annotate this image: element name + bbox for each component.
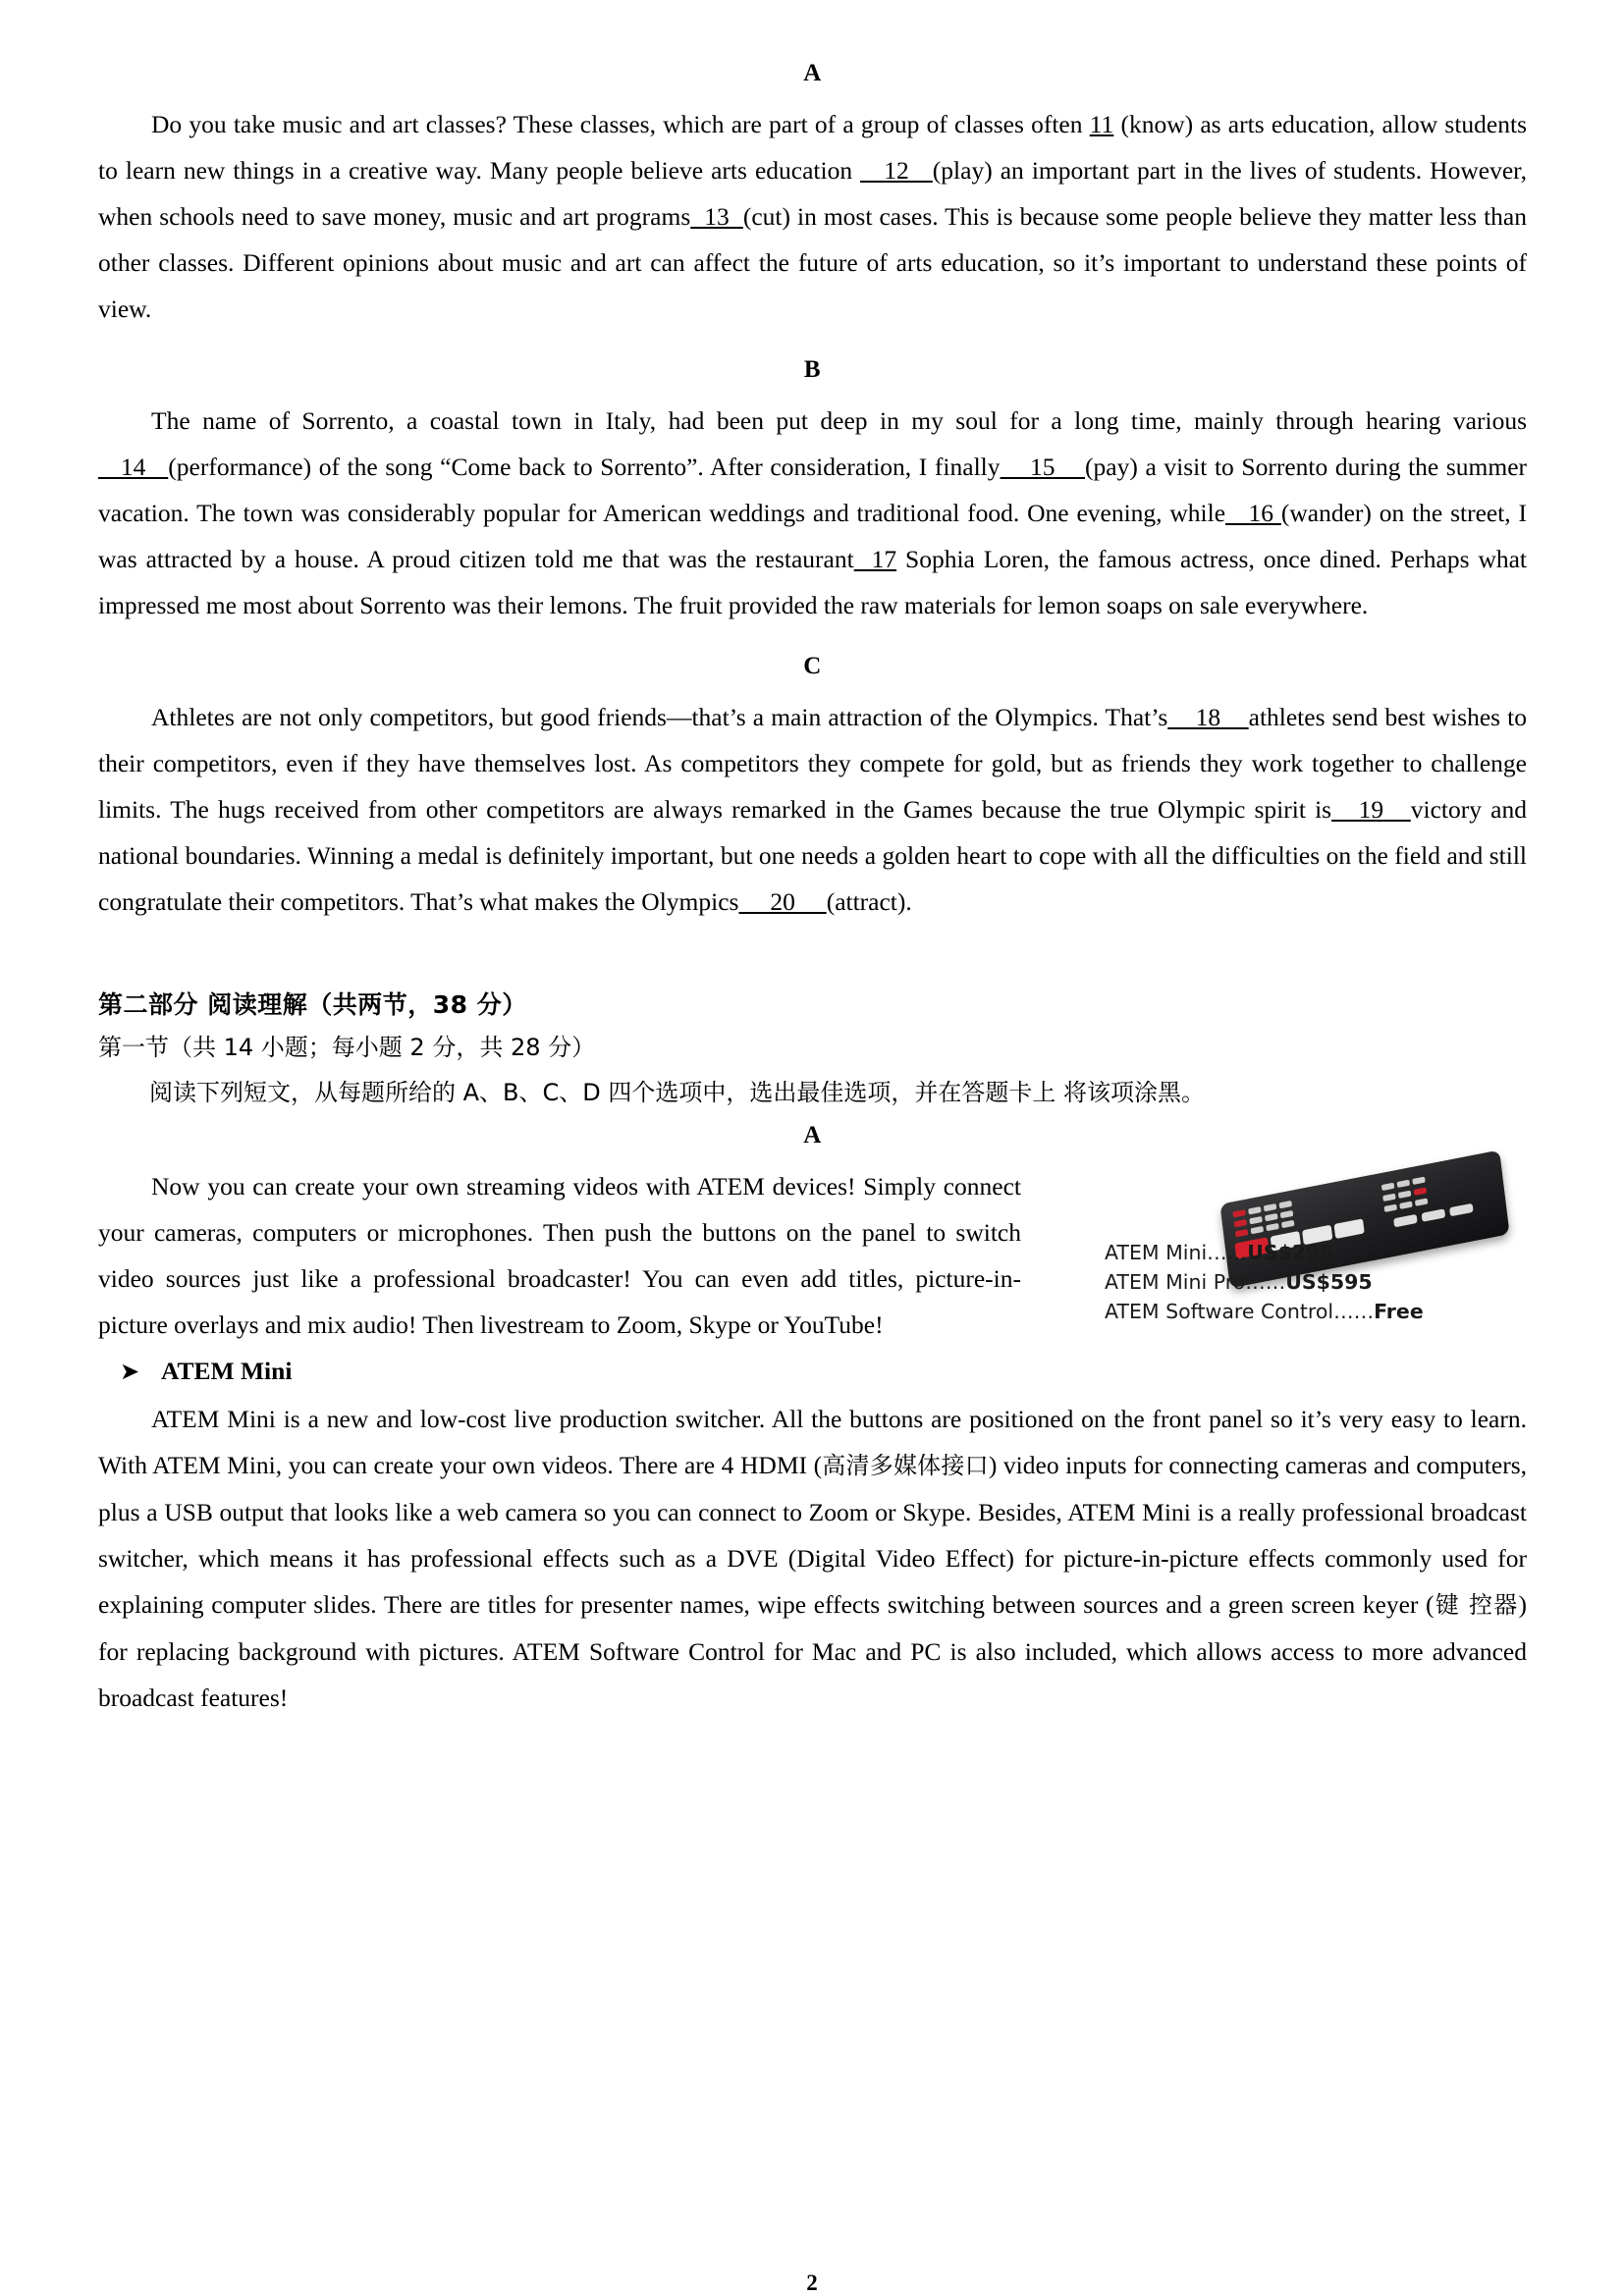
text-run: (know) as arts education, allow students to learn new things in a creative way. Many people believe arts education (98, 110, 1527, 185)
atem-mini-description (98, 1396, 1527, 1721)
cloze-blank: 12 (860, 156, 933, 185)
cloze-paragraph-b (98, 398, 1527, 628)
atem-product-figure (1105, 1171, 1527, 1326)
part-two-heading: 第二部分 阅读理解（共两节，38 分） (98, 990, 527, 1019)
chinese-gloss: 高清多媒体接口 (822, 1452, 989, 1479)
section-spacer (98, 925, 1527, 986)
text-run: The name of Sorrento, a coastal town in Italy, had been put deep in my soul for a long time, mainly through hearing various (151, 406, 1527, 435)
price-value: Free (1374, 1300, 1424, 1323)
text-run: Do you take music and art classes? These classes, which are part of a group of classes often (151, 110, 1090, 138)
cloze-blank: 19 (1331, 795, 1411, 824)
price-label: ATEM Mini…… (1105, 1241, 1248, 1264)
page-content (98, 61, 1527, 1721)
text-run: (wander) on the street, I was attracted by a house. A proud citizen told me that was the restaurant (98, 499, 1527, 573)
price-value: US$295 (1247, 1241, 1334, 1264)
cloze-blank: 17 (853, 545, 897, 573)
price-row (1105, 1267, 1527, 1297)
cloze-blank: 11 (1089, 110, 1114, 138)
text-run: (attract). (826, 887, 912, 916)
cloze-blank: 18 (1167, 703, 1249, 731)
price-label: ATEM Mini Pro…… (1105, 1270, 1286, 1294)
cloze-blank: 16 (1225, 499, 1281, 527)
text-run: Athletes are not only competitors, but good friends—that’s a main attraction of the Olympics. That’s (151, 703, 1168, 731)
cloze-blank: 13 (690, 202, 743, 231)
atem-mini-bullet-heading (98, 1348, 1527, 1396)
page-number: 2 (806, 2270, 818, 2295)
reading-passage-letter-a: A (803, 1122, 822, 1148)
text-run: victory and national boundaries. Winning a medal is definitely important, but one needs a golden heart to cope with all the difficulties on the field and still congratulate their competitors. That’s what makes the Olympics (98, 795, 1527, 916)
atem-price-list (1105, 1238, 1527, 1326)
cloze-paragraph-c (98, 694, 1527, 925)
text-run: Sophia Loren, the famous actress, once dined. Perhaps what impressed me most about Sorrento was their lemons. The fruit provided the raw materials for lemon soaps on sale everywhere. (98, 545, 1528, 619)
cloze-paragraph-a (98, 101, 1527, 332)
cloze-blank: 15 (1000, 453, 1086, 481)
section-one-instruction: 阅读下列短文，从每题所给的 A、B、C、D 四个选项中，选出最佳选项，并在答题卡上 将该项涂黑。 (149, 1079, 1206, 1106)
reading-passage-a (98, 1163, 1527, 1348)
text-run: (performance) of the song “Come back to Sorrento”. After consideration, I finally (168, 453, 1001, 481)
section-one-heading: 第一节（共 14 小题；每小题 2 分，共 28 分） (98, 1034, 596, 1061)
text-run: (pay) a visit to Sorrento during the summer vacation. The town was considerably popular for American weddings and traditional food. One evening, while (98, 453, 1528, 527)
text-run: (play) an important part in the lives of students. However, when schools need to save money, music and art programs (98, 156, 1527, 231)
text-run: (cut) in most cases. This is because some people believe they matter less than other classes. Different opinions about music and art can affect the future of arts education, so it’s important to understand these points of view. (98, 202, 1527, 323)
price-value: US$595 (1285, 1270, 1373, 1294)
cloze-section-letter-a: A (803, 60, 822, 86)
text-run: athletes send best wishes to their competitors, even if they have themselves lost. As competitors they compete for gold, but as friends they work together to challenge limits. The hugs received from other competitors are always remarked in the Games because the true Olympic spirit is (98, 703, 1528, 824)
cloze-section-letter-b: B (803, 356, 822, 383)
atem-intro-paragraph: Now you can create your own streaming videos with ATEM devices! Simply connect your cameras, computers or microphones. Then push the buttons on the panel to switch video sources just like a professional broadcaster! You can even add titles, picture-in-picture overlays and mix audio! Then livestream to Zoom, Skype or YouTube! (98, 1172, 1021, 1339)
chinese-gloss: 键 控器 (1434, 1591, 1519, 1619)
cloze-section-letter-c: C (803, 653, 822, 679)
text-run: ) video inputs for connecting cameras and computers, plus a USB output that looks like a web camera so you can connect to Zoom or Skype. Besides, ATEM Mini is a really professional broadcast switcher, which means it has professional effects such as a DVE (Digital Video Effect) for picture-in-picture effects commonly used for explaining computer slides. There are titles for presenter names, wipe effects switching between sources and a green screen keyer ( (98, 1451, 1528, 1619)
price-label: ATEM Software Control…… (1105, 1300, 1375, 1323)
atem-mini-bullet-label: ATEM Mini (161, 1357, 293, 1385)
price-row (1105, 1297, 1527, 1326)
price-row (1105, 1238, 1527, 1267)
text-run: ATEM Mini is a new and low-cost live production switcher. All the buttons are positioned on the front panel so it’s very easy to learn. With ATEM Mini, you can create your own videos. There are 4 HDMI ( (98, 1405, 1527, 1479)
arrow-bullet-icon: ➤ (120, 1360, 140, 1385)
cloze-blank: 20 (738, 887, 827, 916)
text-run: ) for replacing background with pictures. ATEM Software Control for Mac and PC is also included, which allows access to more advanced broadcast features! (98, 1590, 1527, 1712)
cloze-blank: 14 (98, 453, 169, 481)
